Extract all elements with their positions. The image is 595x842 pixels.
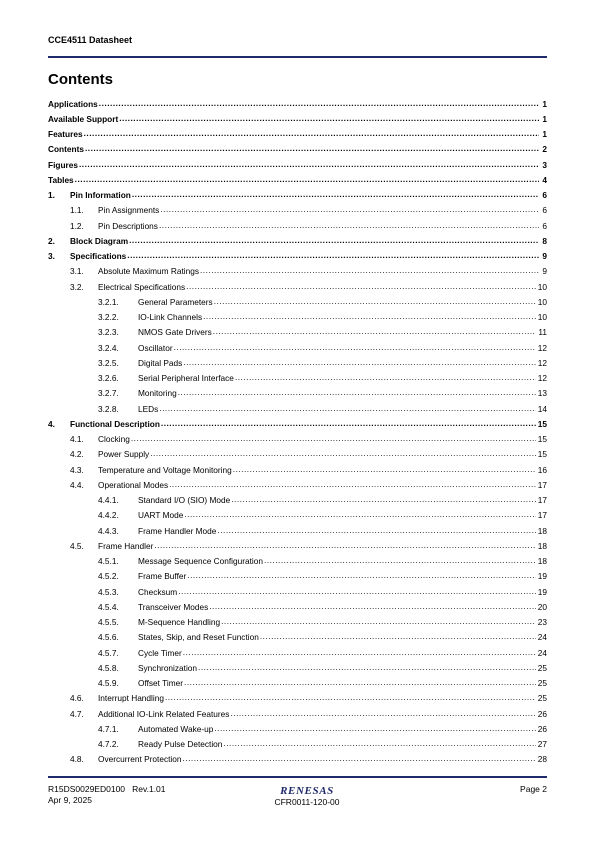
toc-entry[interactable] [48, 401, 547, 416]
toc-entry-page: 1 [539, 99, 547, 109]
toc-entry[interactable] [48, 340, 547, 355]
header-divider [48, 56, 547, 58]
toc-entry-title: Features [48, 129, 83, 140]
toc-entry-title: Synchronization [138, 662, 198, 673]
toc-dot-leader [127, 249, 539, 264]
toc-entry-title: Operational Modes [98, 479, 169, 490]
toc-entry[interactable] [48, 325, 547, 340]
toc-entry-title: Cycle Timer [138, 647, 182, 658]
toc-entry-number: 4.5.3. [98, 586, 119, 597]
toc-dot-leader [264, 554, 536, 569]
toc-entry[interactable] [48, 233, 547, 248]
toc-entry-number: 4.1. [70, 434, 84, 445]
toc-entry-title: Oscillator [138, 342, 173, 353]
toc-entry-line [98, 264, 547, 279]
toc-entry[interactable] [48, 447, 547, 462]
toc-entry-page: 15 [537, 418, 547, 429]
toc-entry-number: 4.3. [70, 464, 84, 475]
toc-dot-leader [182, 752, 535, 767]
toc-entry-title: Power Supply [98, 449, 150, 460]
toc-entry-page: 6 [539, 221, 547, 231]
toc-entry[interactable] [48, 523, 547, 538]
toc-entry-title: Pin Assignments [98, 205, 160, 216]
footer-page-number: Page 2 [520, 784, 547, 794]
toc-entry[interactable] [48, 264, 547, 279]
toc-dot-leader [99, 96, 539, 111]
toc-entry-number: 4.5.7. [98, 647, 119, 658]
toc-entry-line [138, 401, 547, 416]
toc-entry[interactable] [48, 188, 547, 203]
toc-entry[interactable] [48, 493, 547, 508]
toc-entry-line [48, 127, 547, 142]
toc-entry-page: 26 [537, 723, 547, 734]
toc-entry[interactable] [48, 386, 547, 401]
toc-dot-leader [119, 111, 539, 126]
toc-dot-leader [233, 462, 536, 477]
toc-entry-title: Tables [48, 174, 74, 185]
toc-entry-page: 1 [539, 129, 547, 139]
toc-entry-title: Electrical Specifications [98, 281, 186, 292]
toc-entry-title: Serial Peripheral Interface [138, 373, 234, 384]
toc-dot-leader [260, 630, 536, 645]
toc-entry-title: Checksum [138, 586, 178, 597]
toc-entry[interactable] [48, 645, 547, 660]
toc-entry[interactable] [48, 203, 547, 218]
footer-date: Apr 9, 2025 [48, 795, 92, 805]
toc-entry[interactable] [48, 752, 547, 767]
toc-entry-title: Offset Timer [138, 678, 184, 689]
toc-entry-line [138, 615, 547, 630]
toc-dot-leader [231, 493, 536, 508]
renesas-logo [271, 784, 343, 796]
toc-entry-title: Applications [48, 98, 98, 109]
toc-entry-page: 16 [537, 464, 547, 475]
toc-entry[interactable] [48, 584, 547, 599]
toc-entry-page: 15 [537, 434, 547, 445]
toc-entry-title: Frame Handler Mode [138, 525, 217, 536]
toc-entry[interactable] [48, 218, 547, 233]
toc-dot-leader [221, 615, 536, 630]
toc-entry-title: NMOS Gate Drivers [138, 327, 212, 338]
toc-entry-line [138, 508, 547, 523]
toc-entry[interactable] [48, 676, 547, 691]
toc-dot-leader [200, 264, 539, 279]
toc-dot-leader [186, 279, 536, 294]
toc-entry-page: 18 [537, 540, 547, 551]
toc-entry-number: 4.4.3. [98, 525, 119, 536]
toc-entry-page: 4 [539, 175, 547, 185]
toc-entry-title: General Parameters [138, 296, 213, 307]
toc-entry-title: Available Support [48, 113, 119, 124]
toc-entry-number: 1.2. [70, 220, 84, 231]
toc-entry-page: 11 [538, 327, 547, 338]
toc-dot-leader [213, 325, 537, 340]
toc-entry[interactable] [48, 142, 547, 157]
toc-entry[interactable] [48, 554, 547, 569]
toc-entry-number: 4.5.6. [98, 632, 119, 643]
toc-entry-title: Automated Wake-up [138, 723, 214, 734]
toc-entry-line [98, 218, 547, 233]
toc-entry-number: 3.2.3. [98, 327, 119, 338]
toc-dot-leader [75, 172, 539, 187]
toc-dot-leader [165, 691, 536, 706]
toc-entry-line [138, 355, 547, 370]
toc-entry-line [98, 279, 547, 294]
toc-entry-title: Absolute Maximum Ratings [98, 266, 199, 277]
toc-entry-number: 1. [48, 190, 55, 201]
toc-entry-line [98, 447, 547, 462]
table-of-contents [48, 96, 547, 767]
toc-entry-line [138, 493, 547, 508]
toc-entry-number: 4.4.1. [98, 495, 119, 506]
toc-entry-title: Pin Information [70, 190, 131, 201]
toc-entry[interactable] [48, 660, 547, 675]
footer-divider [48, 776, 547, 778]
toc-entry[interactable] [48, 462, 547, 477]
toc-entry-page: 17 [537, 510, 547, 521]
toc-entry-page: 25 [537, 693, 547, 704]
toc-entry-page: 26 [537, 708, 547, 719]
toc-entry-line [98, 538, 547, 553]
toc-entry-page: 8 [539, 236, 547, 246]
toc-entry[interactable] [48, 599, 547, 614]
toc-entry-title: Overcurrent Protection [98, 754, 182, 765]
footer-doc-id: R15DS0029ED0100 [48, 784, 126, 794]
toc-entry[interactable] [48, 157, 547, 172]
toc-entry[interactable] [48, 721, 547, 736]
toc-entry-page: 12 [537, 342, 547, 353]
toc-entry-page: 3 [539, 160, 547, 170]
toc-dot-leader [198, 660, 536, 675]
toc-entry-number: 4.5.8. [98, 662, 119, 673]
toc-entry-page: 12 [537, 373, 547, 384]
toc-entry-number: 4.5.9. [98, 678, 119, 689]
toc-entry-number: 3.2.8. [98, 403, 119, 414]
toc-entry-title: Frame Handler [98, 540, 154, 551]
toc-entry-page: 24 [537, 647, 547, 658]
toc-entry-page: 2 [539, 144, 547, 154]
toc-entry-line [48, 142, 547, 157]
toc-dot-leader [160, 203, 539, 218]
toc-entry-line [138, 660, 547, 675]
toc-entry-page: 18 [537, 556, 547, 567]
toc-entry-page: 6 [539, 190, 547, 200]
footer-center [262, 784, 352, 807]
toc-entry[interactable] [48, 310, 547, 325]
toc-entry[interactable] [48, 691, 547, 706]
toc-entry[interactable] [48, 737, 547, 752]
toc-entry-number: 3.2.6. [98, 373, 119, 384]
toc-entry-page: 1 [539, 114, 547, 124]
toc-dot-leader [174, 340, 536, 355]
toc-entry-line [48, 157, 547, 172]
toc-entry-title: UART Mode [138, 510, 184, 521]
toc-entry-page: 10 [537, 312, 547, 323]
toc-entry-page: 19 [537, 586, 547, 597]
toc-entry-number: 4.5.4. [98, 601, 119, 612]
toc-entry-page: 25 [537, 678, 547, 689]
toc-entry[interactable] [48, 630, 547, 645]
toc-dot-leader [184, 676, 536, 691]
toc-entry-title: Digital Pads [138, 357, 183, 368]
toc-entry-line [98, 691, 547, 706]
toc-dot-leader [159, 401, 535, 416]
toc-dot-leader [214, 294, 536, 309]
toc-entry-number: 3.2.1. [98, 296, 119, 307]
toc-dot-leader [79, 157, 539, 172]
renesas-logo-text: RENESAS [280, 785, 334, 796]
toc-dot-leader [85, 142, 539, 157]
toc-entry-page: 28 [537, 754, 547, 765]
toc-entry-title: Clocking [98, 434, 130, 445]
footer-revision: Rev.1.01 [132, 784, 166, 794]
toc-entry[interactable] [48, 508, 547, 523]
toc-entry-line [138, 554, 547, 569]
toc-entry-title: Pin Descriptions [98, 220, 158, 231]
toc-entry-number: 4.7. [70, 708, 84, 719]
toc-entry-line [138, 584, 547, 599]
toc-dot-leader [129, 233, 539, 248]
toc-entry-title: Figures [48, 159, 78, 170]
toc-entry-number: 4.2. [70, 449, 84, 460]
toc-entry-page: 9 [539, 251, 547, 261]
toc-entry-number: 3.2.4. [98, 342, 119, 353]
toc-entry-title: Specifications [70, 251, 127, 262]
toc-entry-line [48, 111, 547, 126]
toc-entry-page: 17 [537, 479, 547, 490]
toc-entry-title: Frame Buffer [138, 571, 187, 582]
toc-entry-number: 4.5.2. [98, 571, 119, 582]
toc-entry-title: IO-Link Channels [138, 312, 203, 323]
toc-entry-title: Block Diagram [70, 235, 129, 246]
toc-dot-leader [187, 569, 536, 584]
toc-entry-number: 4.7.1. [98, 723, 119, 734]
toc-entry-title: Transceiver Modes [138, 601, 209, 612]
toc-entry-number: 4.5.5. [98, 617, 119, 628]
toc-entry-number: 4.6. [70, 693, 84, 704]
toc-entry-line [138, 676, 547, 691]
toc-entry-page: 25 [537, 662, 547, 673]
toc-entry-page: 17 [537, 495, 547, 506]
toc-dot-leader [183, 355, 535, 370]
document-header-title: CCE4511 Datasheet [48, 35, 133, 45]
toc-entry-line [138, 645, 547, 660]
toc-entry[interactable] [48, 127, 547, 142]
toc-dot-leader [214, 721, 535, 736]
toc-dot-leader [84, 127, 539, 142]
footer-form-code: CFR0011-120-00 [274, 797, 340, 807]
toc-entry[interactable] [48, 477, 547, 492]
toc-entry[interactable] [48, 279, 547, 294]
toc-dot-leader [184, 508, 535, 523]
toc-entry[interactable] [48, 355, 547, 370]
toc-entry-page: 10 [537, 281, 547, 292]
toc-dot-leader [150, 447, 536, 462]
toc-entry-line [138, 371, 547, 386]
toc-dot-leader [154, 538, 535, 553]
toc-entry-page: 6 [539, 205, 547, 215]
toc-entry-line [138, 310, 547, 325]
toc-entry-page: 24 [537, 632, 547, 643]
toc-dot-leader [223, 737, 535, 752]
toc-entry[interactable] [48, 706, 547, 721]
toc-dot-leader [178, 584, 536, 599]
toc-entry[interactable] [48, 432, 547, 447]
toc-entry-number: 4.4. [70, 479, 84, 490]
toc-entry-line [138, 737, 547, 752]
toc-entry-page: 20 [537, 601, 547, 612]
toc-entry-line [98, 432, 547, 447]
toc-dot-leader [178, 386, 536, 401]
toc-entry-line [70, 416, 547, 431]
toc-entry-title: Functional Description [70, 418, 160, 429]
toc-entry-line [138, 523, 547, 538]
toc-dot-leader [235, 371, 536, 386]
toc-dot-leader [209, 599, 536, 614]
toc-entry[interactable] [48, 249, 547, 264]
toc-entry-number: 3. [48, 251, 55, 262]
toc-entry-line [138, 721, 547, 736]
toc-entry[interactable] [48, 538, 547, 553]
toc-entry-number: 3.2.7. [98, 388, 119, 399]
toc-entry-line [98, 203, 547, 218]
toc-entry-title: M-Sequence Handling [138, 617, 221, 628]
toc-entry-title: LEDs [138, 403, 159, 414]
toc-entry-number: 4.5. [70, 540, 84, 551]
footer-document-info [48, 784, 166, 806]
toc-dot-leader [161, 416, 536, 431]
toc-entry-page: 23 [537, 617, 547, 628]
toc-entry-number: 3.1. [70, 266, 84, 277]
toc-dot-leader [159, 218, 539, 233]
toc-entry-title: Contents [48, 144, 84, 155]
toc-entry-page: 15 [537, 449, 547, 460]
toc-entry-number: 4.4.2. [98, 510, 119, 521]
toc-entry-title: Additional IO-Link Related Features [98, 708, 230, 719]
toc-entry[interactable] [48, 172, 547, 187]
toc-entry-number: 4. [48, 418, 55, 429]
toc-entry-line [70, 249, 547, 264]
toc-dot-leader [217, 523, 535, 538]
toc-dot-leader [230, 706, 535, 721]
toc-entry-number: 2. [48, 235, 55, 246]
toc-entry-line [48, 172, 547, 187]
toc-entry-page: 19 [537, 571, 547, 582]
toc-entry-number: 4.8. [70, 754, 84, 765]
toc-entry-page: 9 [539, 266, 547, 276]
toc-entry-title: Temperature and Voltage Monitoring [98, 464, 232, 475]
toc-entry-line [138, 599, 547, 614]
toc-entry-title: Ready Pulse Detection [138, 739, 223, 750]
toc-entry-number: 4.5.1. [98, 556, 119, 567]
toc-entry-page: 10 [537, 296, 547, 307]
toc-entry-line [70, 188, 547, 203]
toc-entry[interactable] [48, 416, 547, 431]
toc-entry-line [70, 233, 547, 248]
toc-entry[interactable] [48, 371, 547, 386]
toc-entry[interactable] [48, 569, 547, 584]
toc-entry[interactable] [48, 615, 547, 630]
toc-dot-leader [183, 645, 536, 660]
toc-entry[interactable] [48, 294, 547, 309]
toc-entry-number: 3.2.2. [98, 312, 119, 323]
toc-entry-line [98, 752, 547, 767]
toc-entry-title: Message Sequence Configuration [138, 556, 263, 567]
toc-entry-page: 13 [537, 388, 547, 399]
toc-dot-leader [131, 432, 536, 447]
toc-entry-number: 3.2. [70, 281, 84, 292]
toc-dot-leader [169, 477, 536, 492]
toc-dot-leader [203, 310, 536, 325]
toc-entry-line [138, 294, 547, 309]
toc-entry-line [98, 477, 547, 492]
toc-entry[interactable] [48, 111, 547, 126]
toc-entry-line [98, 462, 547, 477]
toc-entry-title: Monitoring [138, 388, 177, 399]
toc-entry-line [138, 569, 547, 584]
page-title: Contents [48, 71, 113, 88]
toc-entry-page: 27 [537, 739, 547, 750]
toc-entry-number: 3.2.5. [98, 357, 119, 368]
toc-dot-leader [132, 188, 539, 203]
toc-entry-number: 1.1. [70, 205, 84, 216]
toc-entry-title: States, Skip, and Reset Function [138, 632, 259, 643]
toc-entry-line [138, 630, 547, 645]
toc-entry[interactable] [48, 96, 547, 111]
toc-entry-page: 12 [537, 357, 547, 368]
toc-entry-title: Standard I/O (SIO) Mode [138, 495, 231, 506]
toc-entry-line [98, 706, 547, 721]
toc-entry-line [138, 325, 547, 340]
toc-entry-title: Interrupt Handling [98, 693, 164, 704]
toc-entry-page: 14 [537, 403, 547, 414]
toc-entry-line [138, 340, 547, 355]
toc-entry-number: 4.7.2. [98, 739, 119, 750]
toc-entry-line [48, 96, 547, 111]
toc-entry-line [138, 386, 547, 401]
toc-entry-page: 18 [537, 525, 547, 536]
